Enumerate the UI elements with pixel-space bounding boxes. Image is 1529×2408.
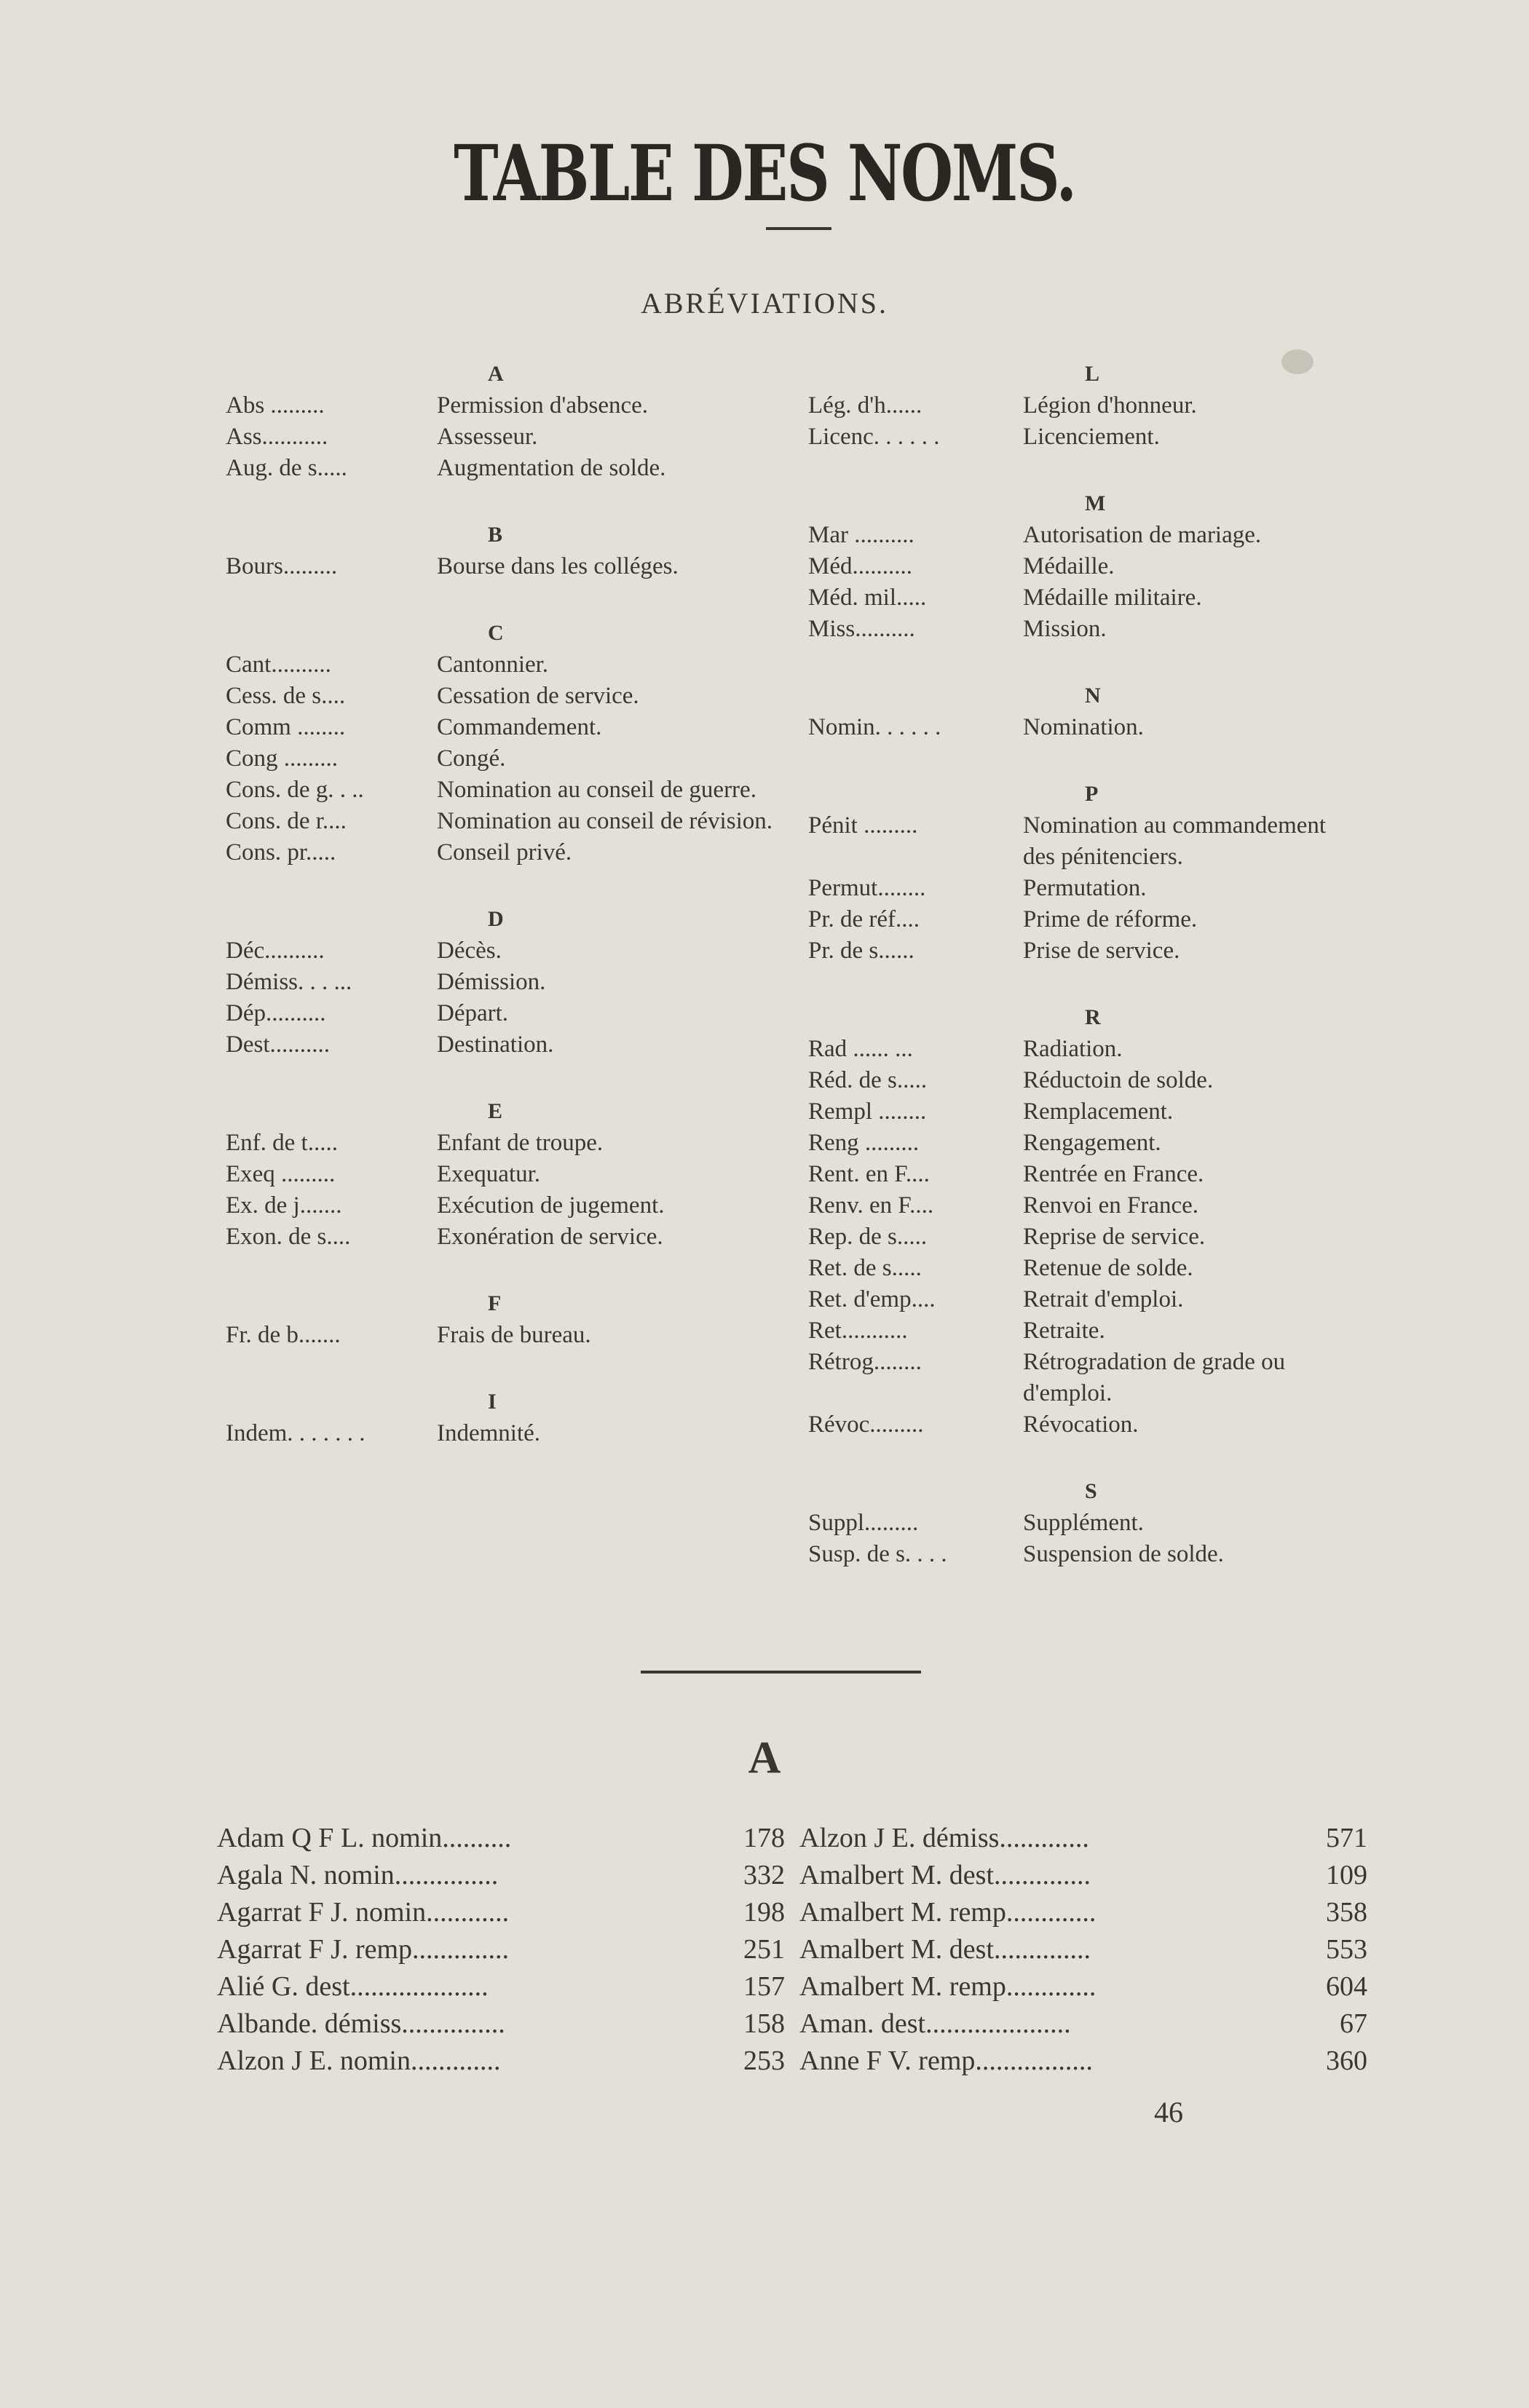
abbreviation-entry [226,681,779,712]
abbreviation-entry [808,1315,1362,1347]
abbreviation-entry [808,390,1362,421]
name-entry: Alzon J E. nomin............. [217,2045,501,2076]
abbreviation-entry [808,1034,1362,1065]
abbreviation-meaning: Commandement. [437,714,602,740]
abbreviation-meaning: Rengagement. [1023,1130,1161,1156]
abbreviation-meaning: Prise de service. [1023,938,1180,964]
abbreviation-term: Indem. . . . . . . [226,1420,366,1446]
abbreviation-term: Révoc......... [808,1411,924,1438]
abbreviation-term: Cess. de s.... [226,683,346,709]
abbreviation-entry [226,1320,779,1351]
abbreviation-entry [808,1253,1362,1284]
page-reference: 158 [743,2008,785,2039]
abbreviation-entry [226,453,779,484]
abbreviation-term: Bours......... [226,553,338,579]
abbreviation-term: Licenc. . . . . . [808,424,940,450]
page-reference: 358 [1326,1897,1367,1928]
abbreviation-meaning: Médaille. [1023,553,1115,579]
abbreviation-letter-heading: L [1085,362,1100,386]
abbreviation-meaning: Mission. [1023,616,1107,642]
abbreviation-entry [226,421,779,453]
abbreviations-right-column [808,358,1362,1592]
abbreviation-entry [808,1128,1362,1159]
name-entry: Anne F V. remp................. [799,2045,1093,2076]
abbreviation-term: Comm ........ [226,714,346,740]
name-index-row [217,2005,785,2043]
abbreviation-term: Cong ......... [226,745,339,772]
abbreviations-left-column [226,358,779,1471]
page-reference: 109 [1326,1860,1367,1890]
page-number: 46 [1154,2096,1183,2128]
abbreviation-meaning: Licenciement. [1023,424,1160,450]
abbreviation-entry [226,837,779,868]
paper-stain [1281,349,1313,374]
abbreviation-term: Rep. de s..... [808,1224,928,1250]
abbreviation-meaning: Frais de bureau. [437,1322,591,1348]
abbreviation-letter-heading: N [1085,684,1101,708]
abbreviation-entry [226,1029,779,1061]
abbreviation-term: Abs ......... [226,392,325,419]
abbreviation-meaning: Bourse dans les colléges. [437,553,679,579]
abbreviation-meaning: Congé. [437,745,506,772]
abbreviation-letter-heading: P [1085,782,1099,806]
abbreviation-meaning: Exonération de service. [437,1224,663,1250]
abbreviation-letter-heading: D [488,907,504,931]
abbreviation-term: Exon. de s.... [226,1224,351,1250]
abbreviation-entry [808,582,1362,614]
abbreviation-meaning: Cessation de service. [437,683,639,709]
name-index-row [799,1968,1367,2005]
abbreviation-entry [808,873,1362,904]
abbreviation-entry [226,1190,779,1221]
name-index-row [217,1894,785,1931]
abbreviation-entry [808,1190,1362,1221]
page-reference: 604 [1326,1971,1367,2002]
page-reference: 251 [743,1934,785,1965]
abbreviation-meaning: Enfant de troupe. [437,1130,604,1156]
abbreviation-meaning: Révocation. [1023,1411,1139,1438]
abbreviation-term: Rempl ........ [808,1098,927,1125]
abbreviation-term: Cons. pr..... [226,839,336,866]
abbreviation-entry [808,1539,1362,1570]
abbreviation-term: Fr. de b....... [226,1322,341,1348]
abbreviation-entry [226,806,779,837]
abbreviation-entry [226,551,779,582]
abbreviation-term: Pénit ......... [808,812,918,839]
abbreviation-entry [808,1347,1362,1409]
abbreviation-term: Déc.......... [226,938,325,964]
abbreviation-entry [808,1508,1362,1539]
name-entry: Albande. démiss............... [217,2008,505,2039]
abbreviation-entry [226,1128,779,1159]
abbreviation-term: Lég. d'h...... [808,392,922,419]
abbreviation-meaning: Retrait d'emploi. [1023,1286,1184,1312]
name-entry: Adam Q F L. nomin.......... [217,1823,512,1853]
abbreviation-letter-heading: M [1085,491,1106,515]
abbreviation-meaning: Retraite. [1023,1318,1105,1344]
page-reference: 332 [743,1860,785,1890]
page-reference: 553 [1326,1934,1367,1965]
abbreviation-term: Dép.......... [226,1000,326,1026]
section-divider [641,1671,921,1674]
page-reference: 67 [1340,2008,1367,2039]
names-section-letter: A [748,1733,781,1783]
name-entry: Alié G. dest.................... [217,1971,489,2002]
abbreviation-entry [226,967,779,998]
abbreviation-meaning: Destination. [437,1031,554,1058]
abbreviation-term: Aug. de s..... [226,455,347,481]
abbreviation-meaning: Exequatur. [437,1161,541,1187]
abbreviation-meaning: Reprise de service. [1023,1224,1206,1250]
abbreviation-entry [808,1409,1362,1441]
abbreviation-term: Permut........ [808,875,926,901]
abbreviation-meaning: Nomination. [1023,714,1144,740]
abbreviation-letter-heading: E [488,1099,503,1123]
abbreviation-entry [808,1221,1362,1253]
abbreviation-term: Rent. en F.... [808,1161,930,1187]
title-divider [766,227,831,230]
abbreviation-term: Pr. de réf.... [808,906,920,932]
abbreviation-meaning: Rentrée en France. [1023,1161,1204,1187]
abbreviation-letter-heading: S [1085,1479,1097,1503]
abbreviation-entry [808,1096,1362,1128]
abbreviation-entry [226,712,779,743]
abbreviation-meaning: Réductoin de solde. [1023,1067,1214,1093]
abbreviation-letter-heading: F [488,1291,502,1315]
name-entry: Amalbert M. dest.............. [799,1860,1091,1890]
abbreviation-term: Suppl......... [808,1510,919,1536]
abbreviation-entry [808,520,1362,551]
abbreviation-term: Dest.......... [226,1031,330,1058]
abbreviation-term: Reng ......... [808,1130,920,1156]
abbreviation-meaning: Cantonnier. [437,651,549,678]
abbreviation-term: Ex. de j....... [226,1192,342,1219]
abbreviation-meaning: Renvoi en France. [1023,1192,1199,1219]
abbreviation-entry [808,551,1362,582]
abbreviation-entry [226,649,779,681]
abbreviation-meaning: Exécution de jugement. [437,1192,665,1219]
abbreviation-term: Méd. mil..... [808,585,927,611]
abbreviation-term: Miss.......... [808,616,915,642]
abbreviation-entry [226,1418,779,1449]
name-entry: Alzon J E. démiss............. [799,1823,1089,1853]
abbreviation-entry [808,810,1362,873]
name-index-row [799,2005,1367,2043]
names-right-column [799,1820,1367,2080]
abbreviation-meaning: Radiation. [1023,1036,1123,1062]
abbreviation-term: Exeq ......... [226,1161,336,1187]
name-index-row [217,2043,785,2080]
abbreviation-letter-heading: B [488,523,503,547]
abbreviation-meaning: Départ. [437,1000,509,1026]
abbreviation-entry [226,935,779,967]
name-entry: Amalbert M. dest.............. [799,1934,1091,1965]
abbreviation-letter-heading: C [488,621,504,645]
abbreviation-meaning: Supplément. [1023,1510,1144,1536]
abbreviation-entry [226,998,779,1029]
abbreviation-letter-heading: R [1085,1005,1101,1029]
abbreviation-term: Réd. de s..... [808,1067,928,1093]
page-reference: 198 [743,1897,785,1928]
name-entry: Agala N. nomin............... [217,1860,499,1890]
name-entry: Amalbert M. remp............. [799,1971,1097,2002]
name-entry: Agarrat F J. remp.............. [217,1934,510,1965]
abbreviation-term: Rétrog........ [808,1349,922,1375]
abbreviation-entry [808,935,1362,967]
abbreviation-meaning: Augmentation de solde. [437,455,666,481]
name-entry: Amalbert M. remp............. [799,1897,1097,1928]
abbreviation-term: Ret. de s..... [808,1255,922,1281]
names-left-column [217,1820,785,2080]
abbreviation-term: Susp. de s. . . . [808,1541,947,1567]
abbreviation-term: Cons. de g. . .. [226,777,364,803]
name-index-row [799,1931,1367,1968]
abbreviation-term: Cons. de r.... [226,808,347,834]
abbreviation-meaning: Prime de réforme. [1023,906,1198,932]
abbreviation-entry [808,614,1362,645]
abbreviation-term: Pr. de s...... [808,938,914,964]
abbreviation-meaning: Décès. [437,938,502,964]
abbreviation-meaning: Permutation. [1023,875,1147,901]
page-reference: 178 [743,1823,785,1853]
abbreviation-entry [808,712,1362,743]
abbreviation-term: Méd.......... [808,553,912,579]
abbreviation-term: Mar .......... [808,522,914,548]
name-entry: Aman. dest..................... [799,2008,1071,2039]
abbreviation-meaning: Remplacement. [1023,1098,1174,1125]
abbreviation-entry [226,743,779,775]
abbreviation-term: Ret........... [808,1318,908,1344]
abbreviation-meaning: Nomination au conseil de guerre. [437,777,756,803]
abbreviation-entry [226,1221,779,1253]
abbreviation-letter-heading: I [488,1390,497,1414]
abbreviation-term: Cant.......... [226,651,331,678]
abbreviation-letter-heading: A [488,362,504,386]
abbreviation-meaning: Assesseur. [437,424,538,450]
abbreviation-entry [808,904,1362,935]
abbreviation-term: Rad ...... ... [808,1036,913,1062]
name-index-row [217,1931,785,1968]
name-index-row [799,1894,1367,1931]
abbreviation-meaning: Indemnité. [437,1420,541,1446]
abbreviation-entry [226,775,779,806]
page-reference: 360 [1326,2045,1367,2076]
abbreviation-meaning: Nomination au conseil de révision. [437,808,773,834]
name-index-row [217,1857,785,1894]
abbreviation-entry [808,421,1362,453]
abbreviation-meaning: Suspension de solde. [1023,1541,1224,1567]
name-index-row [799,1820,1367,1857]
abbreviation-meaning: Médaille militaire. [1023,585,1202,611]
abbreviation-term: Nomin. . . . . . [808,714,941,740]
name-index-row [799,2043,1367,2080]
abbreviation-term: Renv. en F.... [808,1192,934,1219]
abbreviation-entry [226,1159,779,1190]
abbreviation-entry [808,1284,1362,1315]
abbreviation-term: Démiss. . . ... [226,969,352,995]
abbreviation-meaning: Légion d'honneur. [1023,392,1197,419]
abbreviation-meaning: Permission d'absence. [437,392,649,419]
page-reference: 571 [1326,1823,1367,1853]
abbreviation-entry [226,390,779,421]
page-reference: 253 [743,2045,785,2076]
abbreviation-meaning: Démission. [437,969,546,995]
abbreviation-term: Ass........... [226,424,328,450]
abbreviation-entry [808,1065,1362,1096]
name-index-row [799,1857,1367,1894]
abbreviations-heading: ABRÉVIATIONS. [640,287,889,320]
abbreviation-meaning: Retenue de solde. [1023,1255,1193,1281]
name-index-row [217,1968,785,2005]
abbreviation-meaning: Conseil privé. [437,839,572,866]
name-index-row [217,1820,785,1857]
name-entry: Agarrat F J. nomin............ [217,1897,510,1928]
abbreviation-term: Enf. de t..... [226,1130,338,1156]
page-reference: 157 [743,1971,785,2002]
abbreviation-meaning: Rétrogradation de grade ou d'emploi. [1023,1349,1286,1406]
abbreviation-term: Ret. d'emp.... [808,1286,936,1312]
abbreviation-entry [808,1159,1362,1190]
page-title: TABLE DES NOMS. [454,127,1075,218]
abbreviation-meaning: Nomination au commandement des pénitenciers. [1023,812,1327,870]
abbreviation-meaning: Autorisation de mariage. [1023,522,1262,548]
